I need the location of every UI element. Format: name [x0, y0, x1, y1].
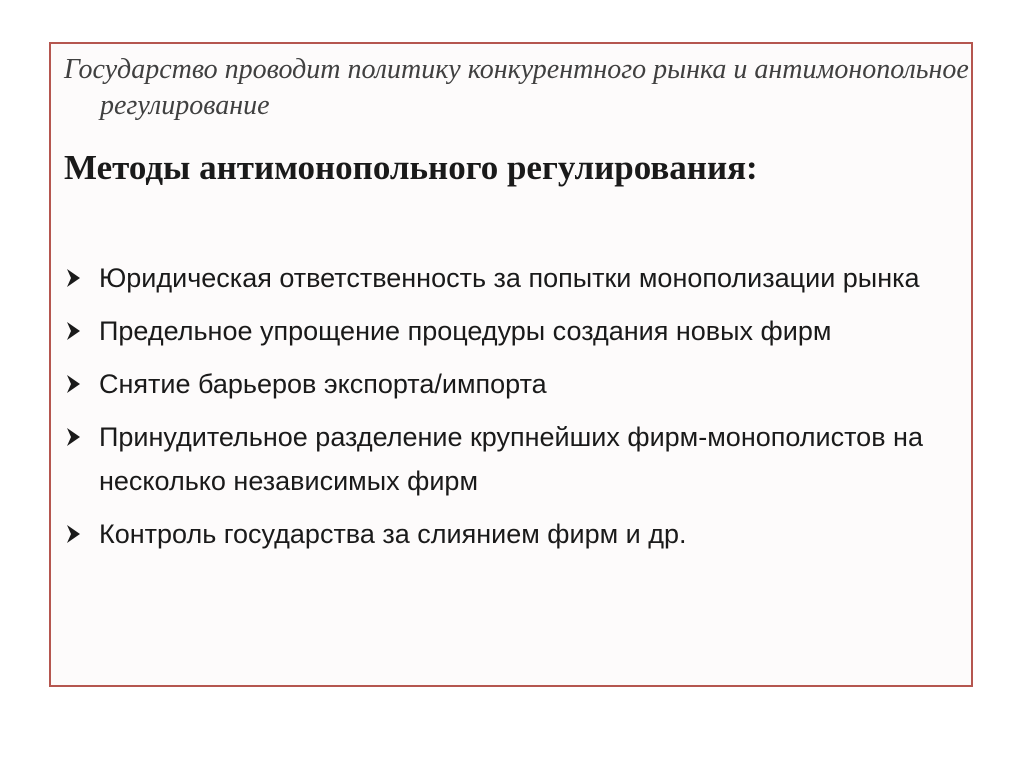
list-item-text: Предельное упрощение процедуры создания новых фирм — [99, 316, 832, 346]
intro-text: Государство проводит политику конкурентного рынка и антимонопольное регулирование — [64, 54, 969, 121]
list-item — [64, 415, 964, 503]
arrow-right-icon — [64, 415, 99, 459]
list-item-text: Юридическая ответственность за попытки монополизации рынка — [99, 263, 920, 293]
arrow-right-icon — [64, 309, 99, 353]
arrow-right-icon — [64, 362, 99, 406]
list-item-text: Принудительное разделение крупнейших фирм-монополистов на несколько независимых фирм — [99, 422, 923, 496]
slide-heading: Методы антимонопольного регулирования: — [64, 148, 758, 187]
list-item-text: Снятие барьеров экспорта/импорта — [99, 369, 547, 399]
slide-frame — [49, 42, 973, 687]
list-item — [64, 362, 964, 406]
list-item-text: Контроль государства за слиянием фирм и др. — [99, 519, 687, 549]
methods-list — [64, 256, 964, 565]
list-item — [64, 256, 964, 300]
list-item — [64, 512, 964, 556]
list-item — [64, 309, 964, 353]
arrow-right-icon — [64, 512, 99, 556]
arrow-right-icon — [64, 256, 99, 300]
